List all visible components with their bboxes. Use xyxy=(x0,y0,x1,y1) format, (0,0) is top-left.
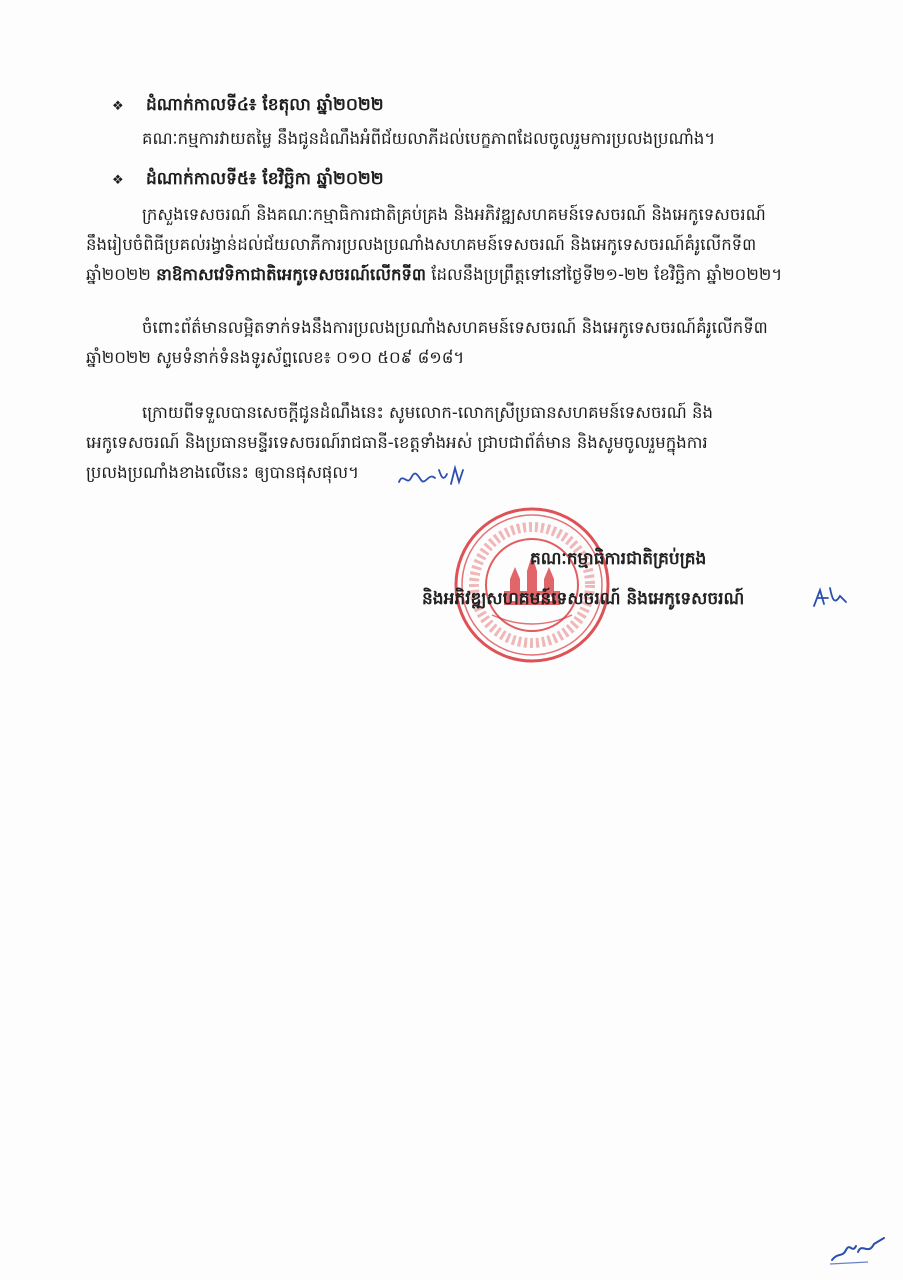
phase4-title: ដំណាក់កាលទី៤៖ ខែតុលា ឆ្នាំ២០២២ xyxy=(146,95,384,115)
closing-line-2: អេកូទេសចរណ៍ និងប្រធានមន្ទីរទេសចរណ៍រាជធានី-ខេត្តទាំងអស់ ជ្រាបជាព័ត៌មាន និងសូមចូលរួមក្នុងការ xyxy=(86,433,708,452)
signature-line-2: និងអភិវឌ្ឍសហគមន៍ទេសចរណ៍ និងអេកូទេសចរណ៍ xyxy=(422,589,745,609)
bullet-diamond-icon: ❖ xyxy=(112,173,124,188)
phase5-heading xyxy=(112,168,384,193)
signature-line-1: គណៈកម្មាធិការជាតិគ្រប់គ្រង xyxy=(530,549,707,569)
phase4-text xyxy=(142,124,822,154)
phase5-text xyxy=(86,200,826,290)
contact-line-2: ឆ្នាំ២០២២ សូមទំនាក់ទំនងទូរស័ព្ទលេខ៖ ០១០ ៥០៩ ៨១៨។ xyxy=(86,348,465,367)
initials-signature-icon xyxy=(395,464,475,490)
closing-line-3-text: ប្រលងប្រណាំងខាងលើនេះ ឲ្យបានផុសផុល។ xyxy=(86,463,359,482)
bullet-diamond-icon: ❖ xyxy=(112,99,124,114)
signature-initial-icon xyxy=(810,584,850,614)
phase5-line-3-end: ដែលនឹងប្រព្រឹត្តទៅនៅថ្ងៃទី២១-២២ ខែវិច្ឆិកា ឆ្នាំ២០២២។ xyxy=(431,265,783,284)
phase5-line-2: នឹងរៀបចំពិធីប្រគល់រង្វាន់ដល់ជ័យលាភីការប្រលងប្រណាំងសហគមន៍ទេសចរណ៍ និងអេកូទេសចរណ៍គំរូលើកទី៣ xyxy=(86,235,757,254)
phase4-heading xyxy=(112,94,384,119)
phase4-text-line: គណៈកម្មការវាយតម្លៃ នឹងជូនដំណឹងអំពីជ័យលាភីដល់បេក្ខភាពដែលចូលរួមការប្រលងប្រណាំង។ xyxy=(142,129,716,148)
contact-paragraph xyxy=(86,313,826,373)
closing-line-1: ក្រោយពីទទួលបានសេចក្ដីជូនដំណឹងនេះ សូមលោក-លោកស្រីប្រធានសហគមន៍ទេសចរណ៍ និង xyxy=(142,403,713,422)
phase5-line-3 xyxy=(86,260,826,290)
page-initial-signature-icon xyxy=(828,1232,888,1266)
official-seal-icon xyxy=(452,505,612,665)
phase5-line-1: ក្រសួងទេសចរណ៍ និងគណៈកម្មាធិការជាតិគ្រប់គ្រង និងអភិវឌ្ឍសហគមន៍ទេសចរណ៍ និងអេកូទេសចរណ៍ xyxy=(142,205,766,224)
contact-line-1: ចំពោះព័ត៌មានលម្អិតទាក់ទងនឹងការប្រលងប្រណាំងសហគមន៍ទេសចរណ៍ និងអេកូទេសចរណ៍គំរូលើកទី៣ xyxy=(142,318,768,337)
phase5-title: ដំណាក់កាលទី៥៖ ខែវិច្ឆិកា ឆ្នាំ២០២២ xyxy=(146,169,384,189)
phase5-line-3-start: ឆ្នាំ២០២២ xyxy=(86,265,151,284)
phase5-line-3-bold: នាឱកាសវេទិកាជាតិអេកូទេសចរណ៍លើកទី៣ xyxy=(156,265,427,284)
